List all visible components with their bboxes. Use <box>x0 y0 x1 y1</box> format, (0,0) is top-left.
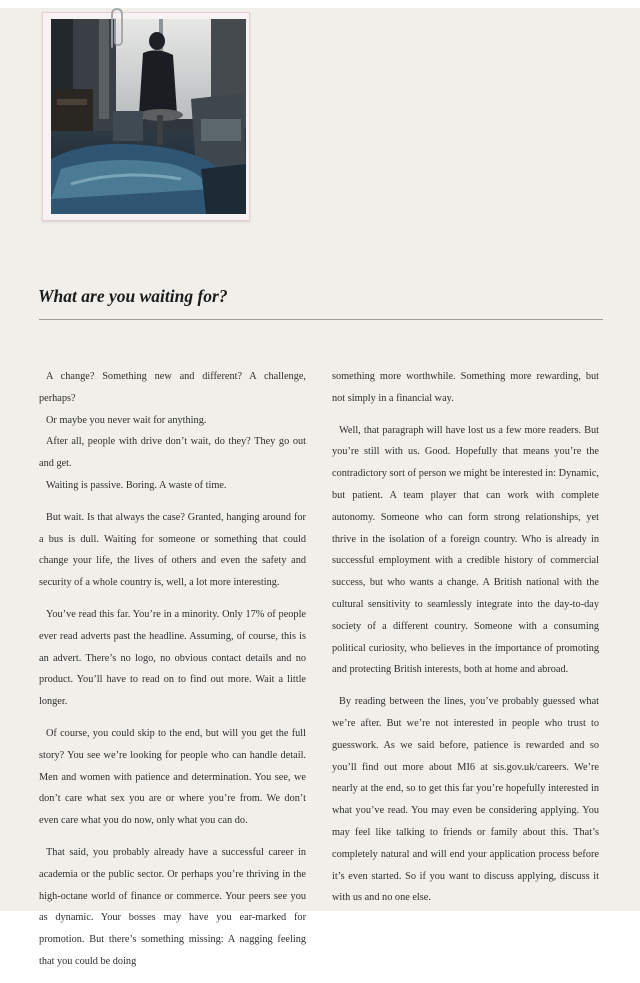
advert-page <box>0 8 640 967</box>
body-paragraph: Of course, you could skip to the end, but will you get the full story? You see we’re looking for people who can handle detail. Men and women with patience and determination. You see, we don’t care what sex you are or where you’re from. We don’t even care what you do now, only what you can do. <box>39 727 306 827</box>
body-paragraph: After all, people with drive don’t wait, do they? They go out and get. <box>39 436 306 470</box>
body-paragraph: That said, you probably already have a successful career in academia or the public sector. Or perhaps you’re thriving in the high-octane world of finance or commerce. Your peers see you as dynamic. Your bosses may have you ear-marked for promotion. But there’s something missing: A nagging feeling that you could be doing <box>39 846 306 967</box>
headline-divider <box>39 319 603 320</box>
body-paragraph: But wait. Is that always the case? Granted, hanging around for a bus is dull. Waiting for someone or something that could change your life, the lives of others and even the safety and security of a whole country is, well, a lot more interesting. <box>39 511 306 589</box>
hotel-room-photo <box>51 19 246 214</box>
body-paragraph: Waiting is passive. Boring. A waste of time. <box>46 479 227 491</box>
paperclip-icon <box>107 7 125 51</box>
right-text-column <box>332 366 599 919</box>
body-paragraph: A change? Something new and different? A challenge, perhaps? <box>39 371 306 404</box>
painting-image <box>51 19 246 214</box>
body-paragraph: By reading between the lines, you’ve probably guessed what we’re after. But we’re not interested in people who trust to guesswork. As we said before, patience is rewarded and so you’ll find out more about MI6 at sis.gov.uk/careers. We’re nearly at the end, so to get this far you’re hopefully interested in what you’ve read. You may even be considering applying. You may feel like talking to friends or family about this. That’s completely natural and will end your application process before it’s even started. So if you want to discuss applying, discuss it with us and no one else. <box>332 696 599 904</box>
body-paragraph: something more worthwhile. Something more rewarding, but not simply in a financial way. <box>332 371 599 404</box>
body-paragraph: Or maybe you never wait for anything. <box>46 414 207 426</box>
left-text-column <box>39 366 306 983</box>
body-paragraph: You’ve read this far. You’re in a minority. Only 17% of people ever read adverts past the headline. Assuming, of course, this is an advert. There’s no logo, no obvious contact details and no product. You’ll have to read on to find out more. Wait a little longer. <box>39 608 306 708</box>
body-paragraph: Well, that paragraph will have lost us a few more readers. But you’re still with us. Good. Hopefully that means you’re the contradictory sort of person we might be interested in: Dynamic, but patient. A team player that can work with complete autonomy. Someone who can form strong relationships, yet thrive in the isolation of a foreign country. Who is already in successful employment with a credible history of commercial success, but who wants a change. A British national with the cultural sensitivity to seamlessly integrate into the day-to-day society of a different country. Someone with a consuming political curiosity, who believes in the importance of promoting and protecting British interests, both at home and abroad. <box>332 424 599 676</box>
photo-print <box>42 12 250 221</box>
page-headline: What are you waiting for? <box>38 286 228 306</box>
